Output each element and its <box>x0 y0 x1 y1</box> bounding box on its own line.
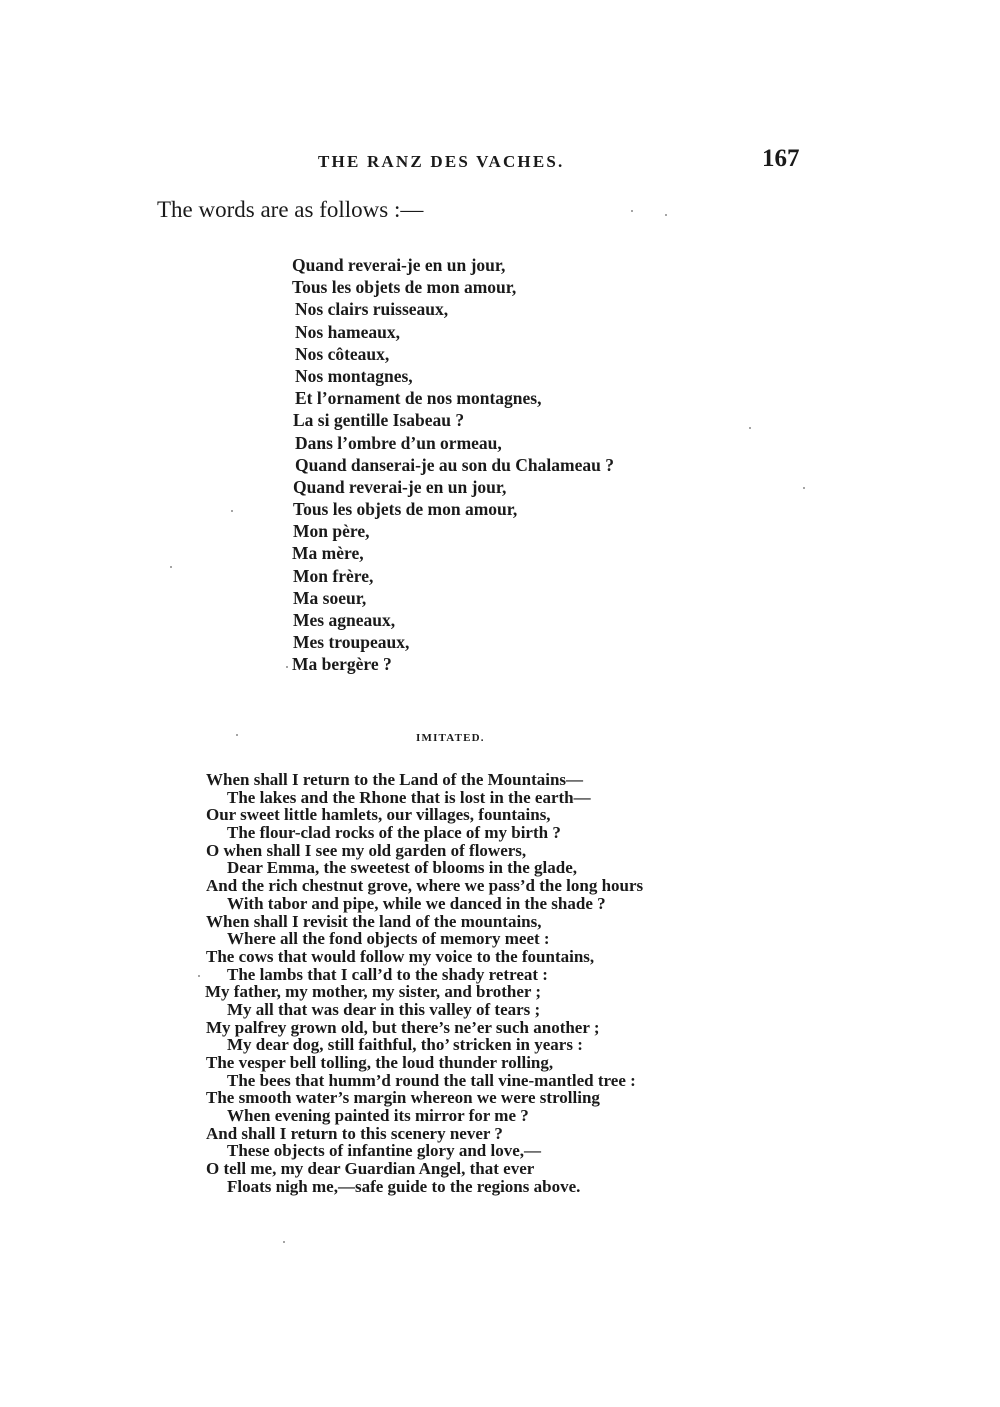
verse-line: And the rich chestnut grove, where we pass’d the long hours <box>206 876 644 896</box>
scan-speck <box>283 1241 285 1243</box>
verse-line: When shall I revisit the land of the mountains, <box>206 911 542 931</box>
verse-line: My dear dog, still faithful, tho’ stricken in years : <box>227 1035 583 1055</box>
verse-line: My father, my mother, my sister, and brother ; <box>205 982 542 1002</box>
verse-line: Nos montagnes, <box>295 365 413 386</box>
running-title: THE RANZ DES VACHES. <box>318 152 565 171</box>
scan-speck <box>749 427 751 429</box>
verse-line: The smooth water’s margin whereon we were strolling <box>206 1088 600 1108</box>
scan-speck <box>231 510 233 512</box>
verse-line: Floats nigh me,—safe guide to the regions above. <box>227 1176 581 1196</box>
verse-line: Mes agneaux, <box>293 610 396 630</box>
verse-line: Tous les objets de mon amour, <box>292 277 517 298</box>
verse-line: The flour-clad rocks of the place of my birth ? <box>227 823 561 843</box>
intro-line: The words are as follows :— <box>157 197 424 222</box>
scan-speck <box>198 975 200 977</box>
scan-speck <box>286 666 288 668</box>
verse-line: The lambs that I call’d to the shady retreat : <box>227 964 548 984</box>
verse-line: The bees that humm’d round the tall vine-mantled tree : <box>227 1070 636 1090</box>
verse-line: Dear Emma, the sweetest of blooms in the glade, <box>227 858 578 878</box>
verse-line: Where all the fond objects of memory meet : <box>227 929 550 949</box>
verse-line: Et l’ornament de nos montagnes, <box>295 388 542 409</box>
verse-line: Nos clairs ruisseaux, <box>295 299 449 320</box>
verse-line: Ma soeur, <box>293 587 367 608</box>
verse-line: These objects of infantine glory and love,— <box>227 1141 542 1161</box>
verse-line: O tell me, my dear Guardian Angel, that ever <box>206 1159 535 1179</box>
verse-line: Tous les objets de mon amour, <box>293 499 518 520</box>
verse-line: The lakes and the Rhone that is lost in the earth— <box>227 787 591 807</box>
verse-line: Ma bergère ? <box>292 654 392 675</box>
verse-line: Dans l’ombre d’un ormeau, <box>295 432 502 453</box>
french-verse <box>292 254 614 676</box>
verse-line: When shall I return to the Land of the Mountains— <box>206 770 584 789</box>
page-number: 167 <box>762 145 800 172</box>
verse-line: O when shall I see my old garden of flowers, <box>206 840 527 860</box>
verse-line: Mon frère, <box>293 565 374 586</box>
verse-line: The cows that would follow my voice to the fountains, <box>206 946 595 966</box>
verse-line: Quand reverai-je en un jour, <box>292 255 506 275</box>
verse-line: La si gentille Isabeau ? <box>293 410 465 431</box>
scan-speck <box>665 214 667 216</box>
english-verse <box>205 771 643 1196</box>
verse-line: My all that was dear in this valley of tears ; <box>227 999 541 1019</box>
verse-line: When evening painted its mirror for me ? <box>227 1106 529 1126</box>
verse-line: Our sweet little hamlets, our villages, fountains, <box>206 805 551 825</box>
verse-line: Ma mère, <box>292 543 364 564</box>
verse-line: Quand reverai-je en un jour, <box>293 476 507 497</box>
scan-speck <box>170 566 172 568</box>
verse-line: My palfrey grown old, but there’s ne’er such another ; <box>206 1017 600 1037</box>
scan-speck <box>236 734 238 736</box>
verse-line: Quand danserai-je au son du Chalameau ? <box>295 454 614 475</box>
verse-line: With tabor and pipe, while we danced in the shade ? <box>227 893 606 913</box>
verse-line: Mes troupeaux, <box>293 632 410 653</box>
scan-speck <box>631 210 633 212</box>
verse-line: Nos hameaux, <box>295 321 401 342</box>
verse-line: The vesper bell tolling, the loud thunder rolling, <box>206 1053 554 1072</box>
imitated-heading: IMITATED. <box>416 732 485 744</box>
verse-line: And shall I return to this scenery never ? <box>206 1123 503 1143</box>
verse-line: Nos côteaux, <box>295 343 390 364</box>
scan-speck <box>803 487 805 489</box>
verse-line: Mon père, <box>293 521 370 542</box>
